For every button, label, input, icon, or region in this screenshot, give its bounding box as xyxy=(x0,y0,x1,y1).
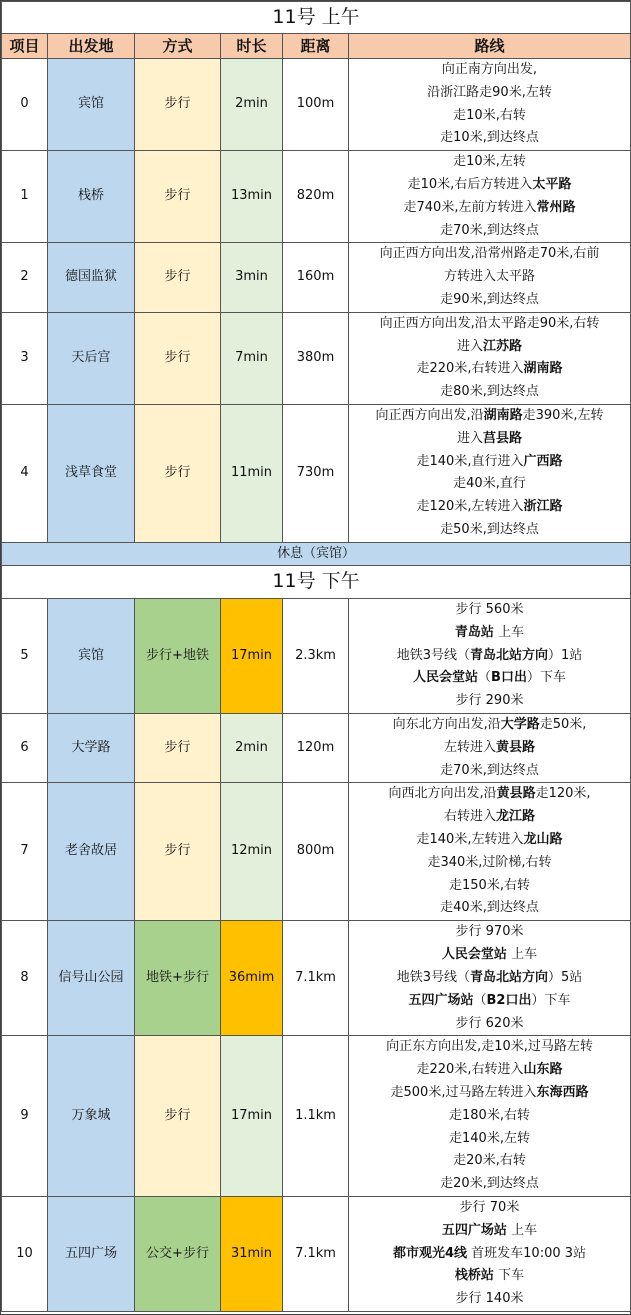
route-text: 沿浙江路走90米,左转 xyxy=(427,84,552,100)
route-text: 进入 xyxy=(456,338,483,354)
row-id: 8 xyxy=(2,921,48,1036)
row-id: 6 xyxy=(2,713,48,782)
route-text: 走740米,左前方转进入 xyxy=(403,199,537,215)
afternoon-title: 11号 下午 xyxy=(2,565,631,598)
route-text: 向正西方向出发,沿常州路走70米,右前 xyxy=(379,246,600,262)
header-mode: 方式 xyxy=(135,34,221,59)
row-origin: 老舍故居 xyxy=(48,783,135,921)
route-text: ）5站 xyxy=(548,969,583,985)
route-line xyxy=(349,875,630,898)
row-duration: 3min xyxy=(221,243,283,312)
route-text: 走10米,右转 xyxy=(453,107,526,123)
route-text: 方转进入太平路 xyxy=(443,269,535,285)
route-line xyxy=(349,105,630,128)
row-distance: 730m xyxy=(283,404,349,542)
route-stop-name: 常州路 xyxy=(536,199,576,215)
route-line xyxy=(349,428,630,451)
row-mode: 步行 xyxy=(135,1036,221,1197)
rest-row xyxy=(2,542,631,565)
route-text: 走120米,左转进入 xyxy=(416,499,524,515)
route-line xyxy=(349,174,630,197)
morning-title: 11号 上午 xyxy=(2,2,631,34)
route-line xyxy=(349,897,630,920)
route-line xyxy=(349,1288,630,1311)
row-id: 3 xyxy=(2,312,48,404)
row-origin: 信号山公园 xyxy=(48,921,135,1036)
route-text: 走220米,右转进入 xyxy=(416,361,524,377)
route-stop-name: B口出 xyxy=(491,670,527,686)
row-duration: 17min xyxy=(221,598,283,713)
itinerary-row xyxy=(2,783,631,921)
row-route xyxy=(349,59,631,151)
route-line xyxy=(349,1173,630,1196)
route-stop-name: 江苏路 xyxy=(483,338,523,354)
route-text: 向正东方向出发,走10米,过马路左转 xyxy=(386,1039,593,1055)
row-mode: 步行 xyxy=(135,151,221,243)
route-stop-name: 五四广场站 xyxy=(441,1222,507,1238)
route-text: 上车 xyxy=(506,947,538,963)
route-line xyxy=(349,473,630,496)
route-line xyxy=(349,151,630,174)
row-id: 10 xyxy=(2,1196,48,1311)
route-text: 走140米,直行进入 xyxy=(416,453,524,469)
row-route xyxy=(349,598,631,713)
header-origin: 出发地 xyxy=(48,34,135,59)
itinerary-row xyxy=(2,312,631,404)
route-line xyxy=(349,1059,630,1082)
route-stop-name: 太平路 xyxy=(532,176,572,192)
row-origin: 浅草食堂 xyxy=(48,404,135,542)
route-stop-name: 五四广场站 xyxy=(408,992,474,1008)
route-stop-name: 黄县路 xyxy=(496,739,536,755)
route-line xyxy=(349,760,630,783)
row-distance: 380m xyxy=(283,312,349,404)
route-text: 走500米,过马路左转进入 xyxy=(390,1084,537,1100)
route-text: 向西北方向出发,沿 xyxy=(388,786,497,802)
row-distance: 2.3km xyxy=(283,598,349,713)
route-stop-name: 浙江路 xyxy=(523,499,563,515)
row-duration: 2min xyxy=(221,713,283,782)
route-line xyxy=(349,243,630,266)
route-text: 走40米,到达终点 xyxy=(440,900,539,916)
row-route xyxy=(349,312,631,404)
route-line xyxy=(349,645,630,668)
route-line xyxy=(349,1150,630,1173)
route-stop-name: 青岛站 xyxy=(454,624,494,640)
route-text: 走70米,到达终点 xyxy=(440,222,539,238)
row-duration: 31min xyxy=(221,1196,283,1311)
route-text: 走120米, xyxy=(535,786,591,802)
route-text: 走50米, xyxy=(539,716,587,732)
itinerary-body xyxy=(2,2,631,1312)
route-stop-name: 湖南路 xyxy=(523,361,563,377)
row-distance: 1.1km xyxy=(283,1036,349,1197)
route-stop-name: 黄县路 xyxy=(496,786,536,802)
row-route xyxy=(349,921,631,1036)
row-id: 0 xyxy=(2,59,48,151)
route-text: 走80米,到达终点 xyxy=(440,384,539,400)
route-text: 向正西方向出发,沿太平路走90米,右转 xyxy=(379,315,600,331)
route-line xyxy=(349,1013,630,1036)
route-line xyxy=(349,313,630,336)
route-text: 走340米,过阶梯,右转 xyxy=(427,854,552,870)
route-text: （ xyxy=(478,670,492,686)
route-text: 向正南方向出发, xyxy=(441,62,538,77)
route-line xyxy=(349,519,630,542)
row-mode: 步行 xyxy=(135,713,221,782)
row-mode: 公交+步行 xyxy=(135,1196,221,1311)
route-stop-name: 龙江路 xyxy=(496,809,536,825)
route-line xyxy=(349,852,630,875)
row-mode: 步行 xyxy=(135,243,221,312)
route-line xyxy=(349,220,630,243)
route-line xyxy=(349,944,630,967)
rest-label: 休息（宾馆） xyxy=(2,542,631,565)
route-line xyxy=(349,82,630,105)
route-text: 走180米,右转 xyxy=(449,1107,530,1123)
itinerary-row xyxy=(2,243,631,312)
row-duration: 13min xyxy=(221,151,283,243)
row-duration: 36mim xyxy=(221,921,283,1036)
route-text: 走140米,左转进入 xyxy=(416,832,524,848)
row-origin: 天后宫 xyxy=(48,312,135,404)
row-origin: 五四广场 xyxy=(48,1196,135,1311)
route-line xyxy=(349,289,630,312)
row-mode: 地铁+步行 xyxy=(135,921,221,1036)
route-stop-name: B2口出 xyxy=(486,992,532,1008)
route-text: 上车 xyxy=(493,624,525,640)
route-text: 走50米,到达终点 xyxy=(440,522,539,538)
row-id: 7 xyxy=(2,783,48,921)
route-text: 走20米,到达终点 xyxy=(440,1176,539,1192)
route-text: 地铁3号线（ xyxy=(396,647,470,663)
header-duration: 时长 xyxy=(221,34,283,59)
route-text: 步行 290米 xyxy=(455,693,524,709)
row-origin: 大学路 xyxy=(48,713,135,782)
route-line xyxy=(349,622,630,645)
route-text: 向正西方向出发,沿 xyxy=(375,408,484,424)
header-route: 路线 xyxy=(349,34,631,59)
row-route xyxy=(349,243,631,312)
route-line xyxy=(349,967,630,990)
route-stop-name: 青岛北站方向 xyxy=(469,969,548,985)
route-stop-name: 山东路 xyxy=(523,1062,563,1078)
route-text: ）下车 xyxy=(531,992,571,1008)
route-line xyxy=(349,496,630,519)
row-id: 5 xyxy=(2,598,48,713)
route-text: 步行 70米 xyxy=(459,1199,520,1215)
itinerary-table xyxy=(1,1,631,1312)
route-text: 步行 140米 xyxy=(455,1291,524,1307)
route-text: 步行 560米 xyxy=(455,601,524,617)
route-text: 首班发车10:00 3站 xyxy=(467,1245,587,1261)
route-line xyxy=(349,336,630,359)
route-text: 走140米,左转 xyxy=(449,1130,530,1146)
itinerary-row xyxy=(2,404,631,542)
route-stop-name: 湖南路 xyxy=(483,408,523,424)
row-mode: 步行 xyxy=(135,312,221,404)
row-route xyxy=(349,1196,631,1311)
route-stop-name: 人民会堂站 xyxy=(413,670,479,686)
route-text: 地铁3号线（ xyxy=(396,969,470,985)
route-stop-name: 广西路 xyxy=(523,453,563,469)
header-id: 项目 xyxy=(2,34,48,59)
route-text: 进入 xyxy=(456,430,483,446)
row-mode: 步行 xyxy=(135,783,221,921)
route-text: 走10米,到达终点 xyxy=(440,130,539,146)
route-line xyxy=(349,690,630,713)
itinerary-row xyxy=(2,1036,631,1197)
row-origin: 宾馆 xyxy=(48,598,135,713)
row-route xyxy=(349,783,631,921)
route-line xyxy=(349,806,630,829)
route-text: 上车 xyxy=(506,1222,538,1238)
route-line xyxy=(349,1105,630,1128)
route-text: 走20米,右转 xyxy=(453,1153,526,1169)
route-line xyxy=(349,667,630,690)
row-route xyxy=(349,713,631,782)
route-text: 走70米,到达终点 xyxy=(440,762,539,778)
itinerary-row xyxy=(2,59,631,151)
itinerary-row xyxy=(2,1196,631,1311)
route-line xyxy=(349,405,630,428)
row-distance: 160m xyxy=(283,243,349,312)
route-line xyxy=(349,1243,630,1266)
route-text: 走40米,直行 xyxy=(453,476,526,492)
row-id: 2 xyxy=(2,243,48,312)
route-stop-name: 大学路 xyxy=(500,716,540,732)
row-id: 1 xyxy=(2,151,48,243)
route-line xyxy=(349,829,630,852)
itinerary-row xyxy=(2,151,631,243)
route-text: 右转进入 xyxy=(443,809,496,825)
row-id: 4 xyxy=(2,404,48,542)
route-line xyxy=(349,1197,630,1220)
route-text: （ xyxy=(473,992,487,1008)
route-line xyxy=(349,783,630,806)
route-line xyxy=(349,358,630,381)
row-mode: 步行 xyxy=(135,404,221,542)
row-route xyxy=(349,1036,631,1197)
row-origin: 德国监狱 xyxy=(48,243,135,312)
row-distance: 100m xyxy=(283,59,349,151)
route-text: 走150米,右转 xyxy=(449,877,530,893)
row-mode: 步行 xyxy=(135,59,221,151)
route-stop-name: 龙山路 xyxy=(523,832,563,848)
header-row xyxy=(2,34,631,59)
route-line xyxy=(349,1128,630,1151)
route-text: 左转进入 xyxy=(443,739,496,755)
row-origin: 万象城 xyxy=(48,1036,135,1197)
route-line xyxy=(349,990,630,1013)
route-line xyxy=(349,599,630,622)
header-distance: 距离 xyxy=(283,34,349,59)
route-stop-name: 都市观光4线 xyxy=(392,1245,468,1261)
route-stop-name: 人民会堂站 xyxy=(441,947,507,963)
row-distance: 7.1km xyxy=(283,1196,349,1311)
itinerary-row xyxy=(2,713,631,782)
route-line xyxy=(349,1036,630,1059)
route-text: 走90米,到达终点 xyxy=(440,291,539,307)
route-line xyxy=(349,266,630,289)
row-distance: 7.1km xyxy=(283,921,349,1036)
row-route xyxy=(349,151,631,243)
route-text: 走10米,右后方转进入 xyxy=(407,176,533,192)
route-line xyxy=(349,921,630,944)
route-stop-name: 东海西路 xyxy=(536,1084,589,1100)
row-distance: 800m xyxy=(283,783,349,921)
route-line xyxy=(349,1220,630,1243)
row-duration: 7min xyxy=(221,312,283,404)
route-line xyxy=(349,1082,630,1105)
row-duration: 12min xyxy=(221,783,283,921)
itinerary-row xyxy=(2,598,631,713)
row-route xyxy=(349,404,631,542)
route-line xyxy=(349,59,630,82)
route-stop-name: 栈桥站 xyxy=(454,1268,494,1284)
route-text: 下车 xyxy=(493,1268,525,1284)
row-duration: 2min xyxy=(221,59,283,151)
route-line xyxy=(349,197,630,220)
route-text: 走220米,右转进入 xyxy=(416,1062,524,1078)
route-text: 步行 970米 xyxy=(455,924,524,940)
row-duration: 11min xyxy=(221,404,283,542)
route-line xyxy=(349,737,630,760)
row-mode: 步行+地铁 xyxy=(135,598,221,713)
route-line xyxy=(349,381,630,404)
row-id: 9 xyxy=(2,1036,48,1197)
row-origin: 栈桥 xyxy=(48,151,135,243)
row-distance: 820m xyxy=(283,151,349,243)
route-text: ）1站 xyxy=(548,647,583,663)
route-stop-name: 青岛北站方向 xyxy=(469,647,548,663)
route-line xyxy=(349,714,630,737)
route-line xyxy=(349,127,630,150)
route-text: 走390米,左转 xyxy=(522,408,604,424)
row-duration: 17min xyxy=(221,1036,283,1197)
route-text: 步行 620米 xyxy=(455,1015,524,1031)
row-origin: 宾馆 xyxy=(48,59,135,151)
route-text: ）下车 xyxy=(526,670,566,686)
route-stop-name: 莒县路 xyxy=(483,430,523,446)
route-text: 走10米,左转 xyxy=(453,154,526,170)
itinerary-row xyxy=(2,921,631,1036)
route-line xyxy=(349,1265,630,1288)
row-distance: 120m xyxy=(283,713,349,782)
route-line xyxy=(349,451,630,474)
route-text: 向东北方向出发,沿 xyxy=(392,716,501,732)
